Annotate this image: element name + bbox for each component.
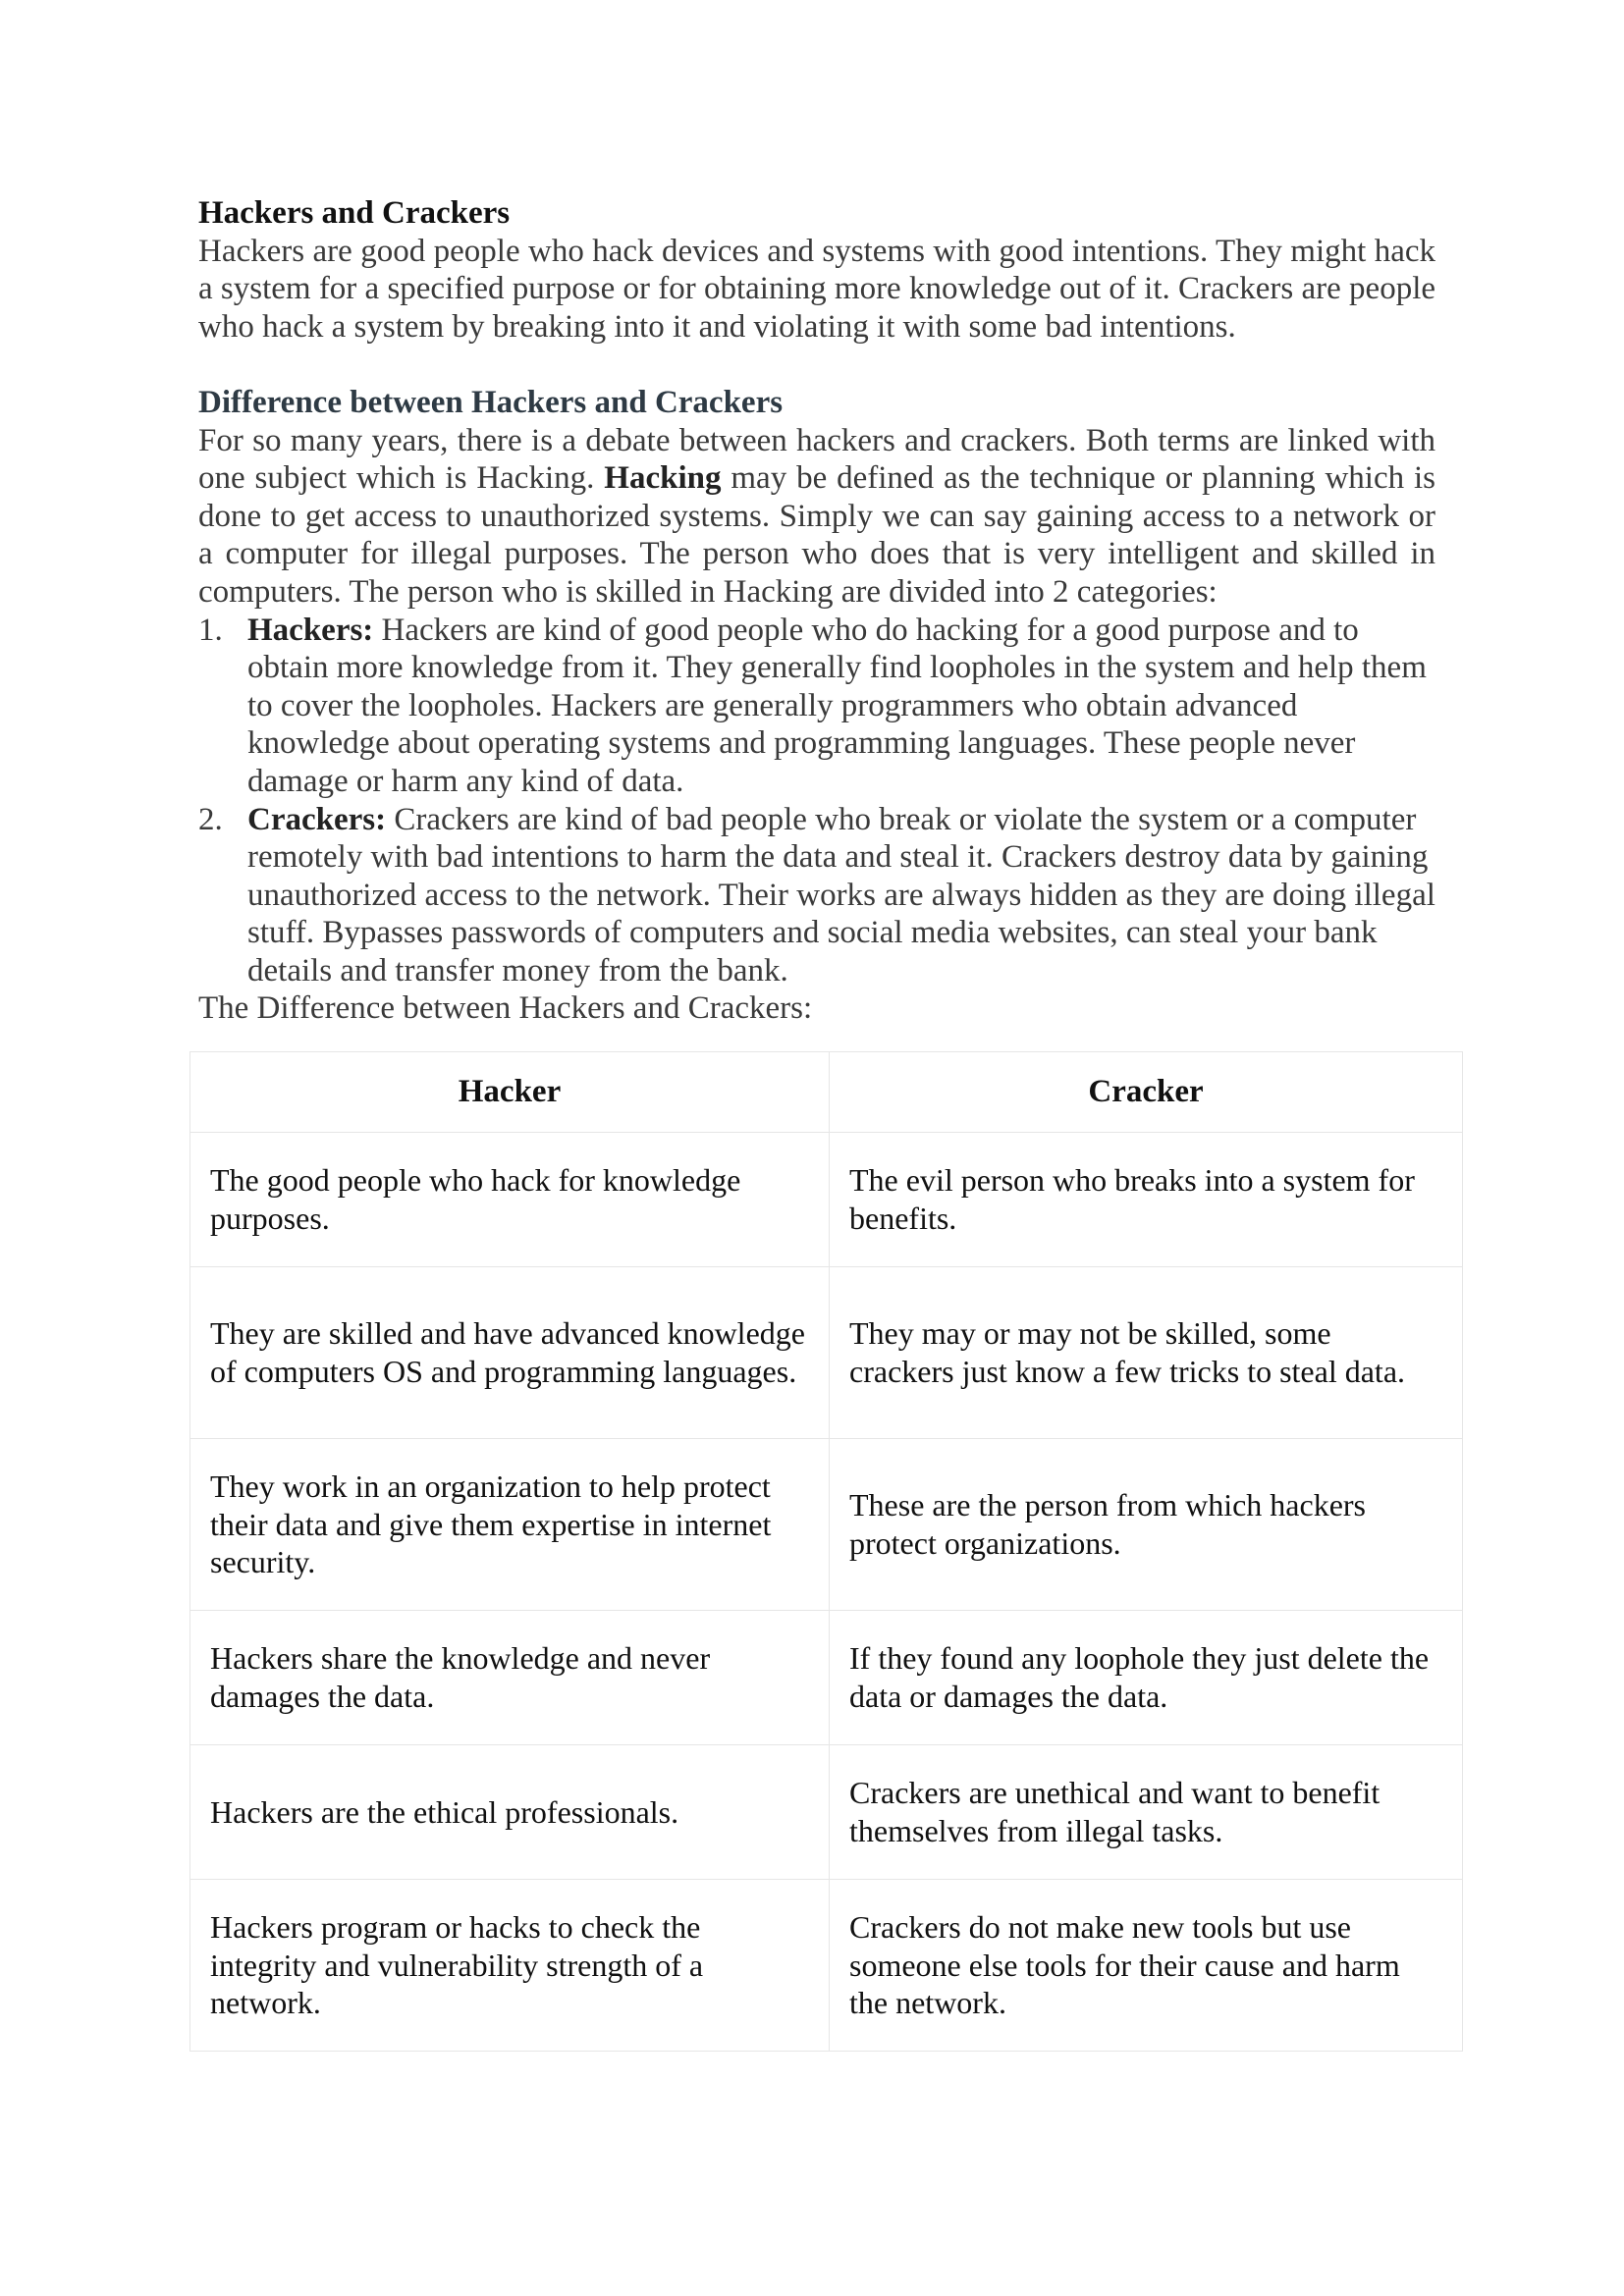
table-cell-hacker: Hackers program or hacks to check the integrity and vulnerability strength of a network. <box>190 1880 830 2052</box>
table-cell-hacker: They are skilled and have advanced knowledge of computers OS and programming languages. <box>190 1267 830 1439</box>
table-cell-hacker: Hackers are the ethical professionals. <box>190 1745 830 1880</box>
list-item-hackers <box>198 612 1435 801</box>
section-heading-difference: Difference between Hackers and Crackers <box>198 384 784 420</box>
list-number: 1. <box>198 612 223 648</box>
table-row <box>190 1745 1463 1880</box>
paragraph-spacer <box>198 346 1435 384</box>
table-header-cracker: Cracker <box>830 1052 1463 1133</box>
list-term-crackers: Crackers: <box>247 801 387 837</box>
categories-list <box>198 612 1435 990</box>
table-cell-cracker: The evil person who breaks into a system for benefits. <box>830 1133 1463 1267</box>
table-row <box>190 1133 1463 1267</box>
table-cell-cracker: If they found any loophole they just delete the data or damages the data. <box>830 1611 1463 1745</box>
list-item-crackers <box>198 801 1435 990</box>
list-text-crackers: Crackers are kind of bad people who break or violate the system or a computer remotely with bad intentions to harm the data and steal it. Crackers destroy data by gaining unauthorized access to the network. Their works are always hidden as they are doing illegal stuff. Bypasses passwords of computers and social media websites, can steal your bank details and transfer money from the bank. <box>247 801 1435 988</box>
comparison-table <box>189 1051 1463 2052</box>
table-row <box>190 1880 1463 2052</box>
list-number: 2. <box>198 801 223 837</box>
table-header-hacker: Hacker <box>190 1052 830 1133</box>
list-term-hackers: Hackers: <box>247 612 374 648</box>
table-cell-cracker: Crackers do not make new tools but use someone else tools for their cause and harm the network. <box>830 1880 1463 2052</box>
list-text-hackers: Hackers are kind of good people who do hacking for a good purpose and to obtain more knowledge from it. They generally find loopholes in the system and help them to cover the loopholes. Hackers are generally programmers who obtain advanced knowledge about operating systems and programming languages. These people never damage or harm any kind of data. <box>247 612 1427 799</box>
table-row <box>190 1267 1463 1439</box>
table-row <box>190 1611 1463 1745</box>
table-cell-hacker: The good people who hack for knowledge purposes. <box>190 1133 830 1267</box>
table-cell-cracker: These are the person from which hackers protect organizations. <box>830 1439 1463 1611</box>
table-cell-hacker: They work in an organization to help protect their data and give them expertise in internet security. <box>190 1439 830 1611</box>
difference-paragraph <box>198 422 1435 612</box>
table-header-row <box>190 1052 1463 1133</box>
table-cell-cracker: They may or may not be skilled, some crackers just know a few tricks to steal data. <box>830 1267 1463 1439</box>
difference-text-after: may be defined as the technique or planning which is done to get access to unauthorized systems. Simply we can say gaining access to a network or a computer for illegal purposes. The person who does that is very intelligent and skilled in computers. The person who is skilled in Hacking are divided into 2 categories: <box>198 460 1435 610</box>
section-heading-hackers-and-crackers: Hackers and Crackers <box>198 195 511 231</box>
hacking-term: Hacking <box>604 460 722 497</box>
table-row <box>190 1439 1463 1611</box>
table-intro: The Difference between Hackers and Crackers: <box>198 990 813 1027</box>
difference-text-before: For so many years, there is a debate between hackers and crackers. Both terms are linked with one subject which is Hacking. <box>198 422 1435 497</box>
document-body <box>198 194 1435 1028</box>
table-cell-hacker: Hackers share the knowledge and never damages the data. <box>190 1611 830 1745</box>
intro-paragraph: Hackers are good people who hack devices and systems with good intentions. They might hack a system for a specified purpose or for obtaining more knowledge out of it. Crackers are people who hack a system by breaking into it and violating it with some bad intentions. <box>198 233 1436 345</box>
table-cell-cracker: Crackers are unethical and want to benefit themselves from illegal tasks. <box>830 1745 1463 1880</box>
